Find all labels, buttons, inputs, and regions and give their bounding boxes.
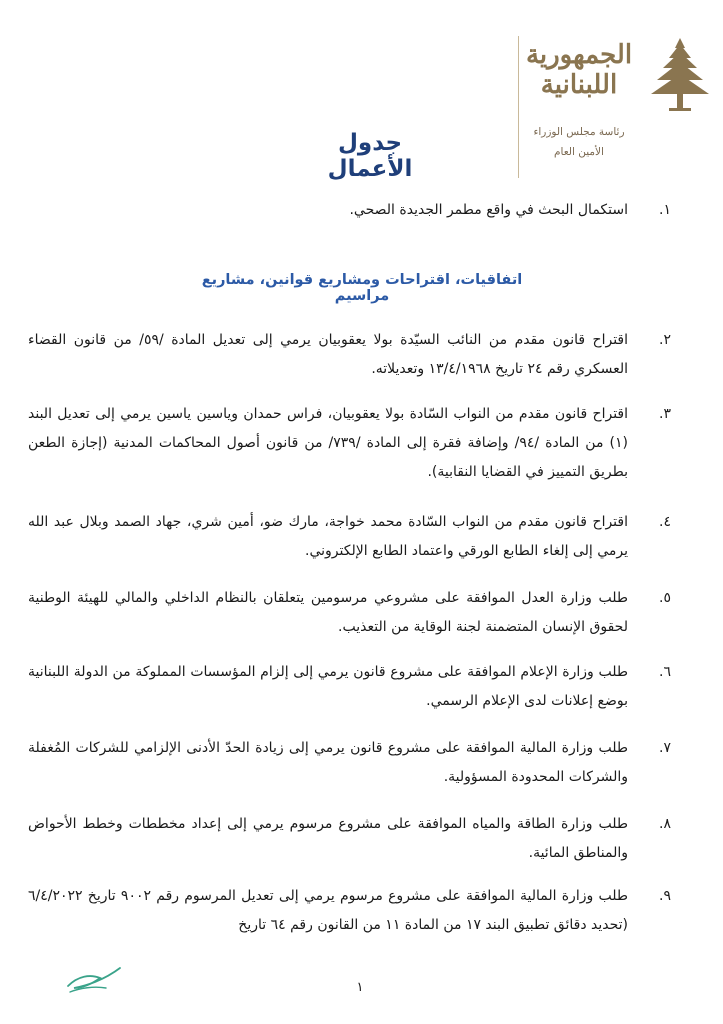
agenda-item: اقتراح قانون مقدم من النواب السّادة بولا يعقوبيان، فراس حمدان وياسين ياسين يرمي إلى تعديل البند (١) من المادة /٩٤/ وإضافة فقرة إلى المادة /٧٣٩/ من قانون أصول المحاكمات المدنية (إجازة الطعن بطريق التمييز في القضايا النقابية). — [28, 406, 628, 480]
cedar-tree-icon — [649, 36, 711, 116]
office-subtitle: الأمين العام — [554, 146, 604, 158]
item-number: ٦. — [659, 664, 671, 680]
item-number: ٢. — [659, 332, 671, 348]
agenda-item: طلب وزارة العدل الموافقة على مشروعي مرسومين يتعلقان بالنظام الداخلي والمالي للهيئة الوطنية لحقوق الإنسان المتضمنة لجنة الوقاية من التعذيب. — [28, 590, 628, 635]
agenda-item: اقتراح قانون مقدم من النائب السيّدة بولا يعقوبيان يرمي إلى تعديل المادة /٥٩/ من قانون القضاء العسكري رقم ٢٤ تاريخ ١٣/٤/١٩٦٨ وتعديلاته. — [28, 332, 628, 377]
item-number: ٤. — [659, 514, 671, 530]
item-number: ٧. — [659, 740, 671, 756]
republic-emblem-text: الجمهورية اللبنانية — [525, 40, 633, 100]
section-heading: اتفاقيات، اقتراحات ومشاريع قوانين، مشاريع مراسيم — [201, 272, 523, 304]
item-number: ٩. — [659, 888, 671, 904]
office-name: رئاسة مجلس الوزراء — [533, 126, 625, 138]
page-number: ١ — [356, 980, 364, 995]
agenda-item: اقتراح قانون مقدم من النواب السّادة محمد خواجة، مارك ضو، أمين شري، جهاد الصمد وبلال عبد الله يرمي إلى إلغاء الطابع الورقي واعتماد الطابع الإلكتروني. — [28, 514, 628, 559]
agenda-item: طلب وزارة الإعلام الموافقة على مشروع قانون يرمي إلى إلزام المؤسسات المملوكة من الدولة اللبنانية بوضع إعلانات لدى الإعلام الرسمي. — [28, 664, 628, 709]
page-title: جدول الأعمال — [327, 130, 413, 182]
item-number: ٣. — [659, 406, 671, 422]
agenda-item: طلب وزارة المالية الموافقة على مشروع مرسوم يرمي إلى تعديل المرسوم رقم ٩٠٠٢ تاريخ ٦/٤/٢٠٢٢ (تحديد دقائق تطبيق البند ١٧ من المادة ١١ من القانون رقم ٦٤ تاريخ — [28, 888, 628, 933]
agenda-item: استكمال البحث في واقع مطمر الجديدة الصحي. — [349, 202, 628, 218]
item-number: ٨. — [659, 816, 671, 832]
agenda-item: طلب وزارة المالية الموافقة على مشروع قانون يرمي إلى زيادة الحدّ الأدنى الإلزامي للشركات المُغفلة والشركات المحدودة المسؤولية. — [28, 740, 628, 785]
item-number: ١. — [659, 202, 671, 218]
item-number: ٥. — [659, 590, 671, 606]
signature-mark — [60, 958, 130, 998]
agenda-item: طلب وزارة الطاقة والمياه الموافقة على مشروع مرسوم يرمي إلى إعداد مخططات وخطط الأحواض والمناطق المائية. — [28, 816, 628, 861]
